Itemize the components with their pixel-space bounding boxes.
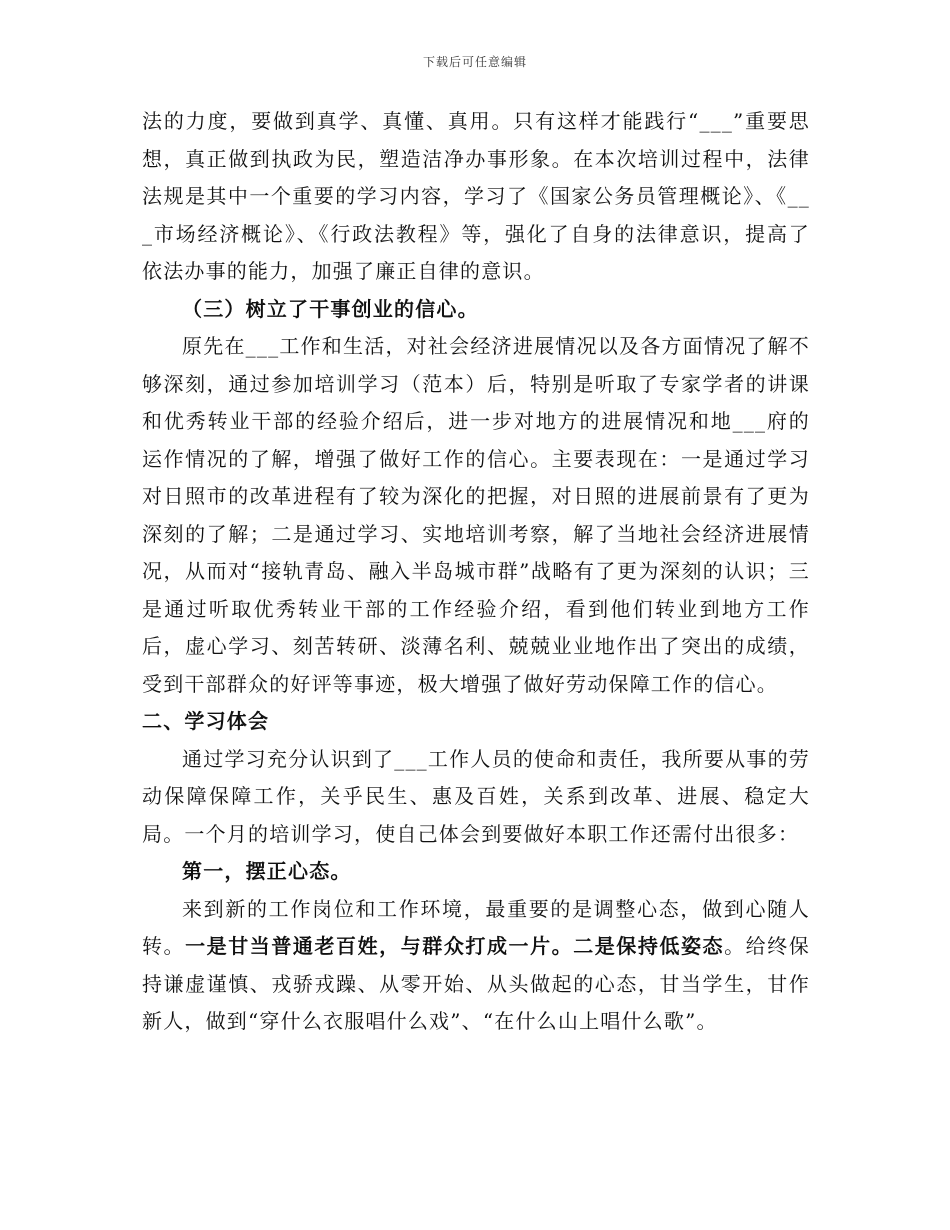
paragraph-confidence: 原先在___工作和生活，对社会经济进展情况以及各方面情况了解不够深刻，通过参加培训学习（范本）后，特别是听取了专家学者的讲课和优秀转业干部的经验介绍后，进一步对地方的进展情况和地___府的运作情况的了解，增强了做好工作的信心。主要表现在：一是通过学习对日照市的改革进程有了较为深化的把握，对日照的进展前景有了更为深刻的了解；二是通过学习、实地培训考察，解了当地社会经济进展情况，从而对“接轨青岛、融入半岛城市群”战略有了更为深刻的认识；三是通过听取优秀转业干部的工作经验介绍，看到他们转业到地方工作后，虚心学习、刻苦转研、淡薄名利、兢兢业业地作出了突出的成绩，受到干部群众的好评等事迹，极大增强了做好劳动保障工作的信心。 [142, 334, 810, 696]
paragraph-learning-experience: 通过学习充分认识到了___工作人员的使命和责任，我所要从事的劳动保障保障工作，关乎民生、惠及百姓，关系到改革、进展、稳定大局。一个月的培训学习，使自己体会到要做好本职工作还需付出很多： [142, 746, 810, 846]
section-heading-learning-experience: 二、学习体会 [142, 709, 270, 733]
document-body [142, 103, 810, 1041]
paragraph-law-study: 法的力度，要做到真学、真懂、真用。只有这样才能践行“___”重要思想，真正做到执政为民，塑造洁净办事形象。在本次培训过程中，法律法规是其中一个重要的学习内容，学习了《国家公务员管理概论》、《___市场经济概论》、《行政法教程》等，强化了自身的法律意识，提高了依法办事的能力，加强了廉正自律的意识。 [142, 109, 810, 283]
attitude-text-intro: 来到新的工作岗位和工作环境，最重要的是调整心态，做到心随人转。 [142, 896, 810, 958]
paragraph-attitude [142, 891, 810, 1041]
attitude-text-rest: 。给终保持谦虚谨慎、戎骄戎躁、从零开始、从头做起的心态，甘当学生，甘作新人，做到“穿什么衣服唱什么戏”、“在什么山上唱什么歌”。 [142, 934, 810, 1033]
attitude-text-emphasis: 一是甘当普通老百姓，与群众打成一片。二是保持低姿态 [185, 934, 725, 958]
section-heading-confidence: （三）树立了干事创业的信心。 [182, 296, 479, 321]
page-header: 下载后可任意编辑 [422, 55, 527, 69]
subheading-first-attitude: 第一，摆正心态。 [182, 859, 352, 883]
